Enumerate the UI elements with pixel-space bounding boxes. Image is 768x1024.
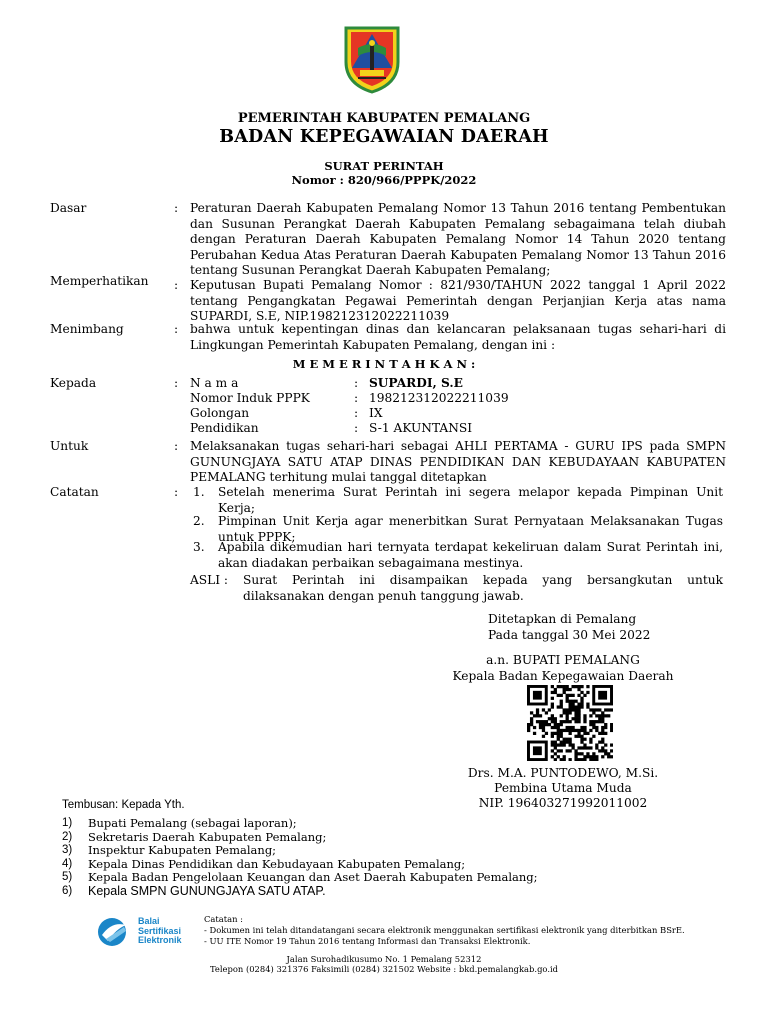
signature-date: Pada tanggal 30 Mei 2022 [488,628,651,642]
field-nama-label: N a m a [190,376,239,390]
field-nama-value: SUPARDI, S.E [369,376,463,390]
dasar-text: Peraturan Daerah Kabupaten Pemalang Nomor 13 Tahun 2016 tentang Pembentukan dan Susunan Perangkat Daerah Kabupaten Pemalang sebagaimana telah diubah dengan Peraturan Daerah Kabupaten Pemalang Nomor 14 Tahun 2020 tentang Perubahan Kedua Atas Peraturan Daerah Kabupaten Pemalang Nomor 13 Tahun 2016 tentang Susunan Perangkat Daerah Kabupaten Pemalang; [190,201,726,278]
signature-name: Drs. M.A. PUNTODEWO, M.Si. [467,766,659,780]
footer-note-heading: Catatan : [204,914,243,924]
kepada-colon: : [174,376,179,390]
field-nip-label: Nomor Induk PPPK [190,391,310,405]
menimbang-label: Menimbang [50,322,124,336]
asli-label: ASLI : [190,573,229,587]
field-nip-value: 198212312022211039 [369,391,509,405]
tembusan-heading: Tembusan: Kepada Yth. [62,799,185,811]
menimbang-colon: : [174,322,179,336]
catatan-item-text: Apabila dikemudian hari ternyata terdapat kekeliruan dalam Surat Perintah ini, akan diadakan perbaikan sebagaimana mestinya. [218,540,723,570]
field-pendidikan-label: Pendidikan [190,421,259,435]
signature-position: Kepala Badan Kepegawaian Daerah [452,669,674,683]
field-nip-colon: : [354,391,359,405]
memperhatikan-colon: : [174,278,179,292]
untuk-text: Melaksanakan tugas sehari-hari sebagai AHLI PERTAMA - GURU IPS pada SMPN GUNUNGJAYA SATU ATAP DINAS PENDIDIKAN DAN KEBUDAYAAN KABUPATEN PEMALANG terhitung mulai tanggal ditetapkan [190,439,726,485]
field-golongan-label: Golongan [190,406,250,420]
catatan-colon: : [174,485,179,499]
untuk-colon: : [174,439,179,453]
catatan-item-text: Setelah menerima Surat Perintah ini segera melapor kepada Pimpinan Unit Kerja; [218,485,723,515]
catatan-label: Catatan [50,485,99,499]
signature-on-behalf: a.n. BUPATI PEMALANG [486,653,640,667]
dasar-colon: : [174,201,179,215]
dasar-label: Dasar [50,201,87,215]
untuk-label: Untuk [50,439,89,453]
document-number: Nomor : 820/966/PPPK/2022 [291,173,477,187]
bsre-text-line1: Balai [138,916,160,926]
bsre-logo [96,915,196,949]
catatan-item-number: 1. [193,485,205,499]
asli-text: Surat Perintah ini disampaikan kepada yang bersangkutan untuk dilaksanakan dengan penuh tanggung jawab. [243,573,723,603]
qr-code-icon [527,685,613,761]
government-name: PEMERINTAH KABUPATEN PEMALANG [237,111,531,126]
catatan-item-number: 2. [193,514,205,528]
memerintahkan-heading: M E M E R I N T A H K A N : [292,357,476,371]
field-golongan-colon: : [354,406,359,420]
field-nama-colon: : [354,376,359,390]
section-kepada [50,376,730,440]
section-catatan [50,485,730,605]
signature-place: Ditetapkan di Pemalang [488,612,637,626]
signature-rank: Pembina Utama Muda [494,781,632,795]
field-pendidikan-colon: : [354,421,359,435]
memperhatikan-text: Keputusan Bupati Pemalang Nomor : 821/930/TAHUN 2022 tanggal 1 April 2022 tentang Pengangkatan Pegawai Pemerintah dengan Perjanjian Kerja atas nama SUPARDI, S.E, NIP.198212312022211039 [190,278,726,324]
regency-crest-icon [344,26,400,94]
catatan-item-number: 3. [193,540,205,554]
footer-address-1: Jalan Surohadikusumo No. 1 Pemalang 52312 [286,954,482,964]
footer-note-1: - Dokumen ini telah ditandatangani secara elektronik menggunakan sertifikasi elektronik yang diterbitkan BSrE. [204,925,685,935]
bsre-emblem-icon [96,915,132,949]
signature-nip: NIP. 196403271992011002 [478,796,648,810]
memperhatikan-label: Memperhatikan [50,274,149,288]
footer-address-2: Telepon (0284) 321376 Faksimili (0284) 321502 Website : bkd.pemalangkab.go.id [209,964,559,974]
field-pendidikan-value: S-1 AKUNTANSI [369,421,473,435]
agency-name: BADAN KEPEGAWAIAN DAERAH [219,127,549,147]
footer-note-2: - UU ITE Nomor 19 Tahun 2016 tentang Informasi dan Transaksi Elektronik. [204,936,531,946]
menimbang-text: bahwa untuk kepentingan dinas dan kelancaran pelaksanaan tugas sehari-hari di Lingkungan Pemerintah Kabupaten Pemalang, dengan ini : [190,322,726,352]
bsre-text-line2: Sertifikasi [138,925,182,936]
bsre-text-line3: Elektronik [138,935,182,945]
field-golongan-value: IX [369,406,383,420]
catatan-item-text: Pimpinan Unit Kerja agar menerbitkan Surat Pernyataan Melaksanakan Tugas untuk PPPK; [218,514,723,544]
kepada-label: Kepada [50,376,97,390]
document-title: SURAT PERINTAH [324,159,444,173]
